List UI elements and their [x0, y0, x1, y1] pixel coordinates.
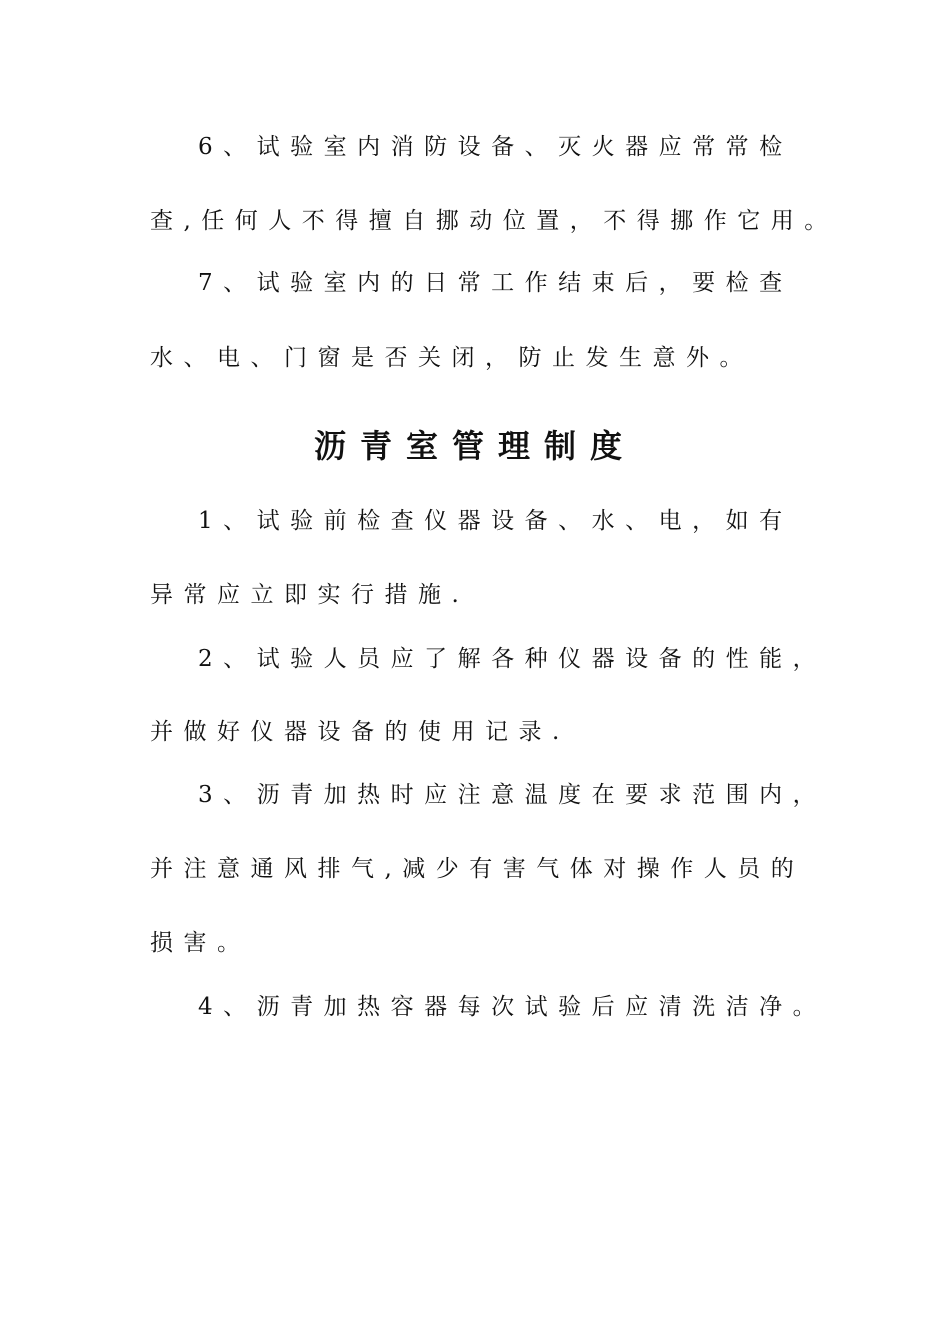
rule-6-line-2: 查,任何人不得擅自挪动位置，不得挪作它用。 — [150, 208, 838, 234]
asphalt-rule-3-line-3: 损害。 — [150, 930, 251, 956]
rule-7-line-2: 水、电、门窗是否关闭，防止发生意外。 — [150, 345, 753, 371]
rule-6-line-1: 6、试验室内消防设备、灭火器应常常检 — [198, 134, 793, 160]
asphalt-rule-1-line-2: 异常应立即实行措施. — [150, 582, 470, 608]
asphalt-rule-2-line-2: 并做好仪器设备的使用记录. — [150, 719, 570, 745]
section-title: 沥青室管理制度 — [313, 427, 636, 465]
asphalt-rule-4-line-1: 4、沥青加热容器每次试验后应清洗洁净。 — [198, 994, 827, 1020]
asphalt-rule-1-line-1: 1、试验前检查仪器设备、水、电，如有 — [198, 508, 793, 534]
asphalt-rule-3-line-2: 并注意通风排气,减少有害气体对操作人员的 — [150, 856, 805, 882]
rule-7-line-1: 7、试验室内的日常工作结束后，要检查 — [198, 270, 793, 296]
asphalt-rule-3-line-1: 3、沥青加热时应注意温度在要求范围内， — [198, 782, 827, 808]
asphalt-rule-2-line-1: 2、试验人员应了解各种仪器设备的性能， — [198, 646, 827, 672]
